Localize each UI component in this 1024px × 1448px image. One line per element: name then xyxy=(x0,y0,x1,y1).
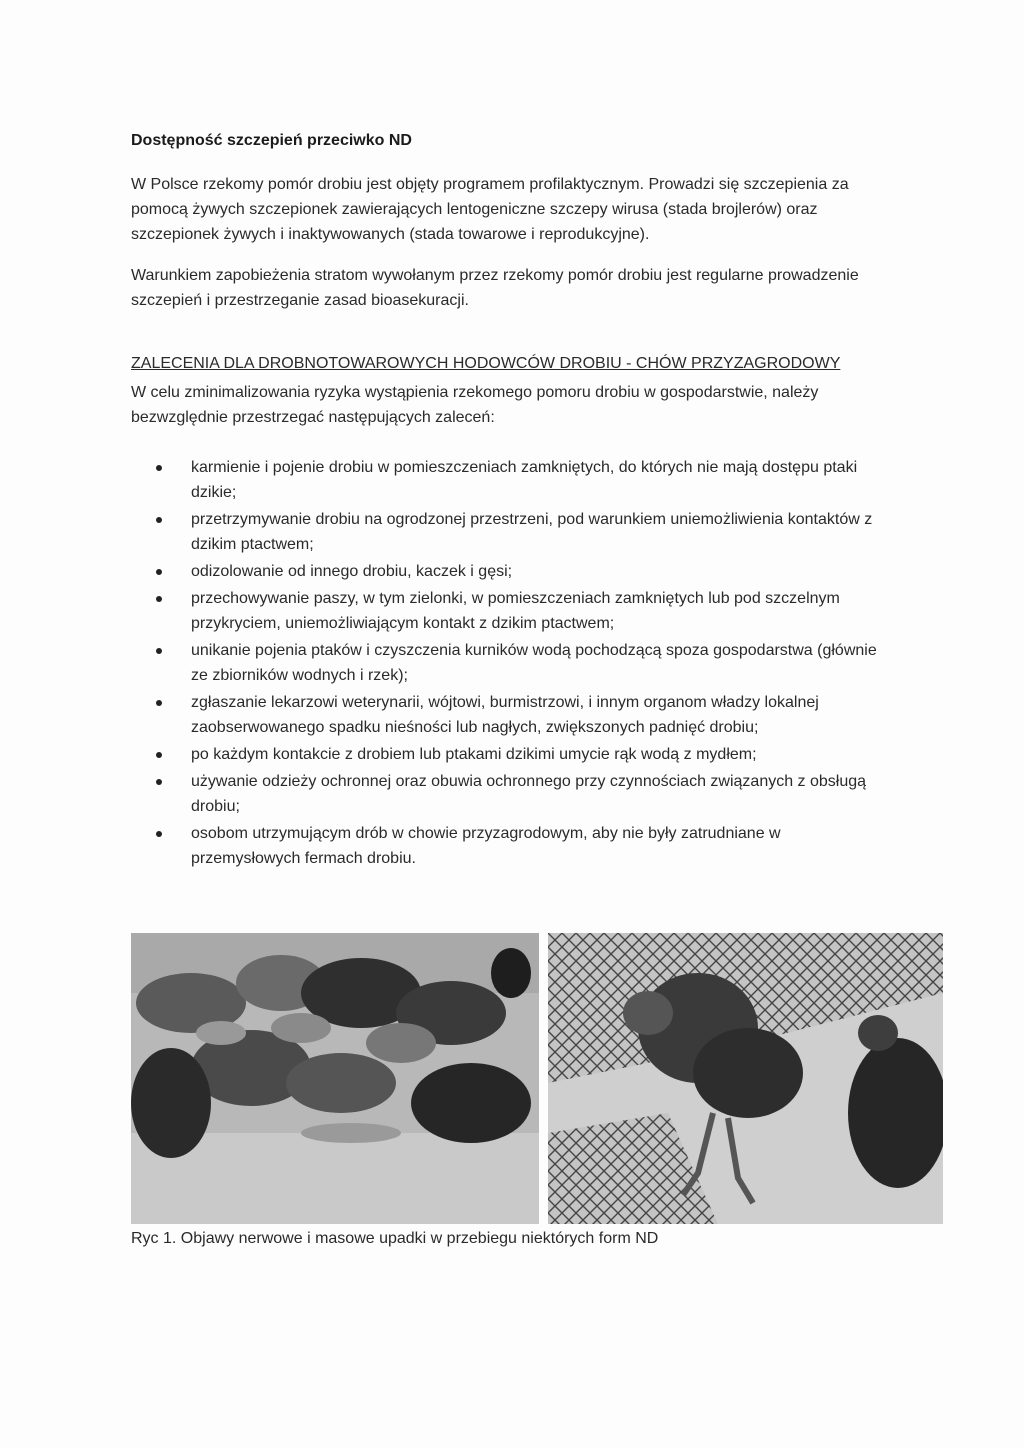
list-item xyxy=(150,690,890,740)
bullet-icon xyxy=(156,569,162,575)
recommendations-intro: W celu zminimalizowania ryzyka wystąpienia rzekomego pomoru drobiu w gospodarstwie, należy bezwzględnie przestrzegać następujących zaleceń: xyxy=(131,384,819,426)
list-item-text: osobom utrzymującym drób w chowie przyzagrodowym, aby nie były zatrudniane w przemysłowych fermach drobiu. xyxy=(191,825,781,867)
list-item-text: przechowywanie paszy, w tym zielonki, w pomieszczeniach zamkniętych lub pod szczelnym przykryciem, uniemożliwiającym kontakt z dzikim ptactwem; xyxy=(191,590,840,632)
photo-dead-poultry xyxy=(131,933,539,1224)
photo-sick-chicken xyxy=(548,933,943,1224)
paragraph-prevention: Warunkiem zapobieżenia stratom wywołanym przez rzekomy pomór drobiu jest regularne prowadzenie szczepień i przestrzeganie zasad bioasekuracji. xyxy=(131,267,859,309)
list-item-text: po każdym kontakcie z drobiem lub ptakami dzikimi umycie rąk wodą z mydłem; xyxy=(191,746,757,763)
recommendations-list xyxy=(150,455,890,873)
bullet-icon xyxy=(156,752,162,758)
list-item-text: zgłaszanie lekarzowi weterynarii, wójtowi, burmistrzowi, i innym organom władzy lokalnej zaobserwowanego spadku nieśności lub nagłych, zwiększonych padnięć drobiu; xyxy=(191,694,819,736)
recommendations-title: ZALECENIA DLA DROBNOTOWAROWYCH HODOWCÓW DROBIU - CHÓW PRZYZAGRODOWY xyxy=(131,355,841,372)
list-item xyxy=(150,742,890,767)
bullet-icon xyxy=(156,517,162,523)
bullet-icon xyxy=(156,465,162,471)
list-item-text: odizolowanie od innego drobiu, kaczek i gęsi; xyxy=(191,563,513,580)
list-item xyxy=(150,821,890,871)
bullet-icon xyxy=(156,700,162,706)
list-item-text: karmienie i pojenie drobiu w pomieszczeniach zamkniętych, do których nie mają dostępu ptaki dzikie; xyxy=(191,459,858,501)
paragraph-vaccination-program: W Polsce rzekomy pomór drobiu jest objęty programem profilaktycznym. Prowadzi się szczepienia za pomocą żywych szczepionek zawierających lentogeniczne szczepy wirusa (stada brojlerów) oraz szczepionek żywych i inaktywowanych (stada towarowe i reprodukcyjne). xyxy=(131,176,849,243)
bullet-icon xyxy=(156,831,162,837)
list-item-text: unikanie pojenia ptaków i czyszczenia kurników wodą pochodzącą spoza gospodarstwa (głównie ze zbiorników wodnych i rzek); xyxy=(191,642,877,684)
list-item-text: przetrzymywanie drobiu na ogrodzonej przestrzeni, pod warunkiem uniemożliwienia kontaktów z dzikim ptactwem; xyxy=(191,511,873,553)
list-item xyxy=(150,586,890,636)
bullet-icon xyxy=(156,779,162,785)
list-item xyxy=(150,507,890,557)
section-heading: Dostępność szczepień przeciwko ND xyxy=(131,132,412,149)
list-item xyxy=(150,559,890,584)
list-item xyxy=(150,638,890,688)
bullet-icon xyxy=(156,596,162,602)
list-item xyxy=(150,455,890,505)
list-item-text: używanie odzieży ochronnej oraz obuwia ochronnego przy czynnościach związanych z obsługą drobiu; xyxy=(191,773,867,815)
bullet-icon xyxy=(156,648,162,654)
list-item xyxy=(150,769,890,819)
figure-caption: Ryc 1. Objawy nerwowe i masowe upadki w przebiegu niektórych form ND xyxy=(131,1230,659,1247)
